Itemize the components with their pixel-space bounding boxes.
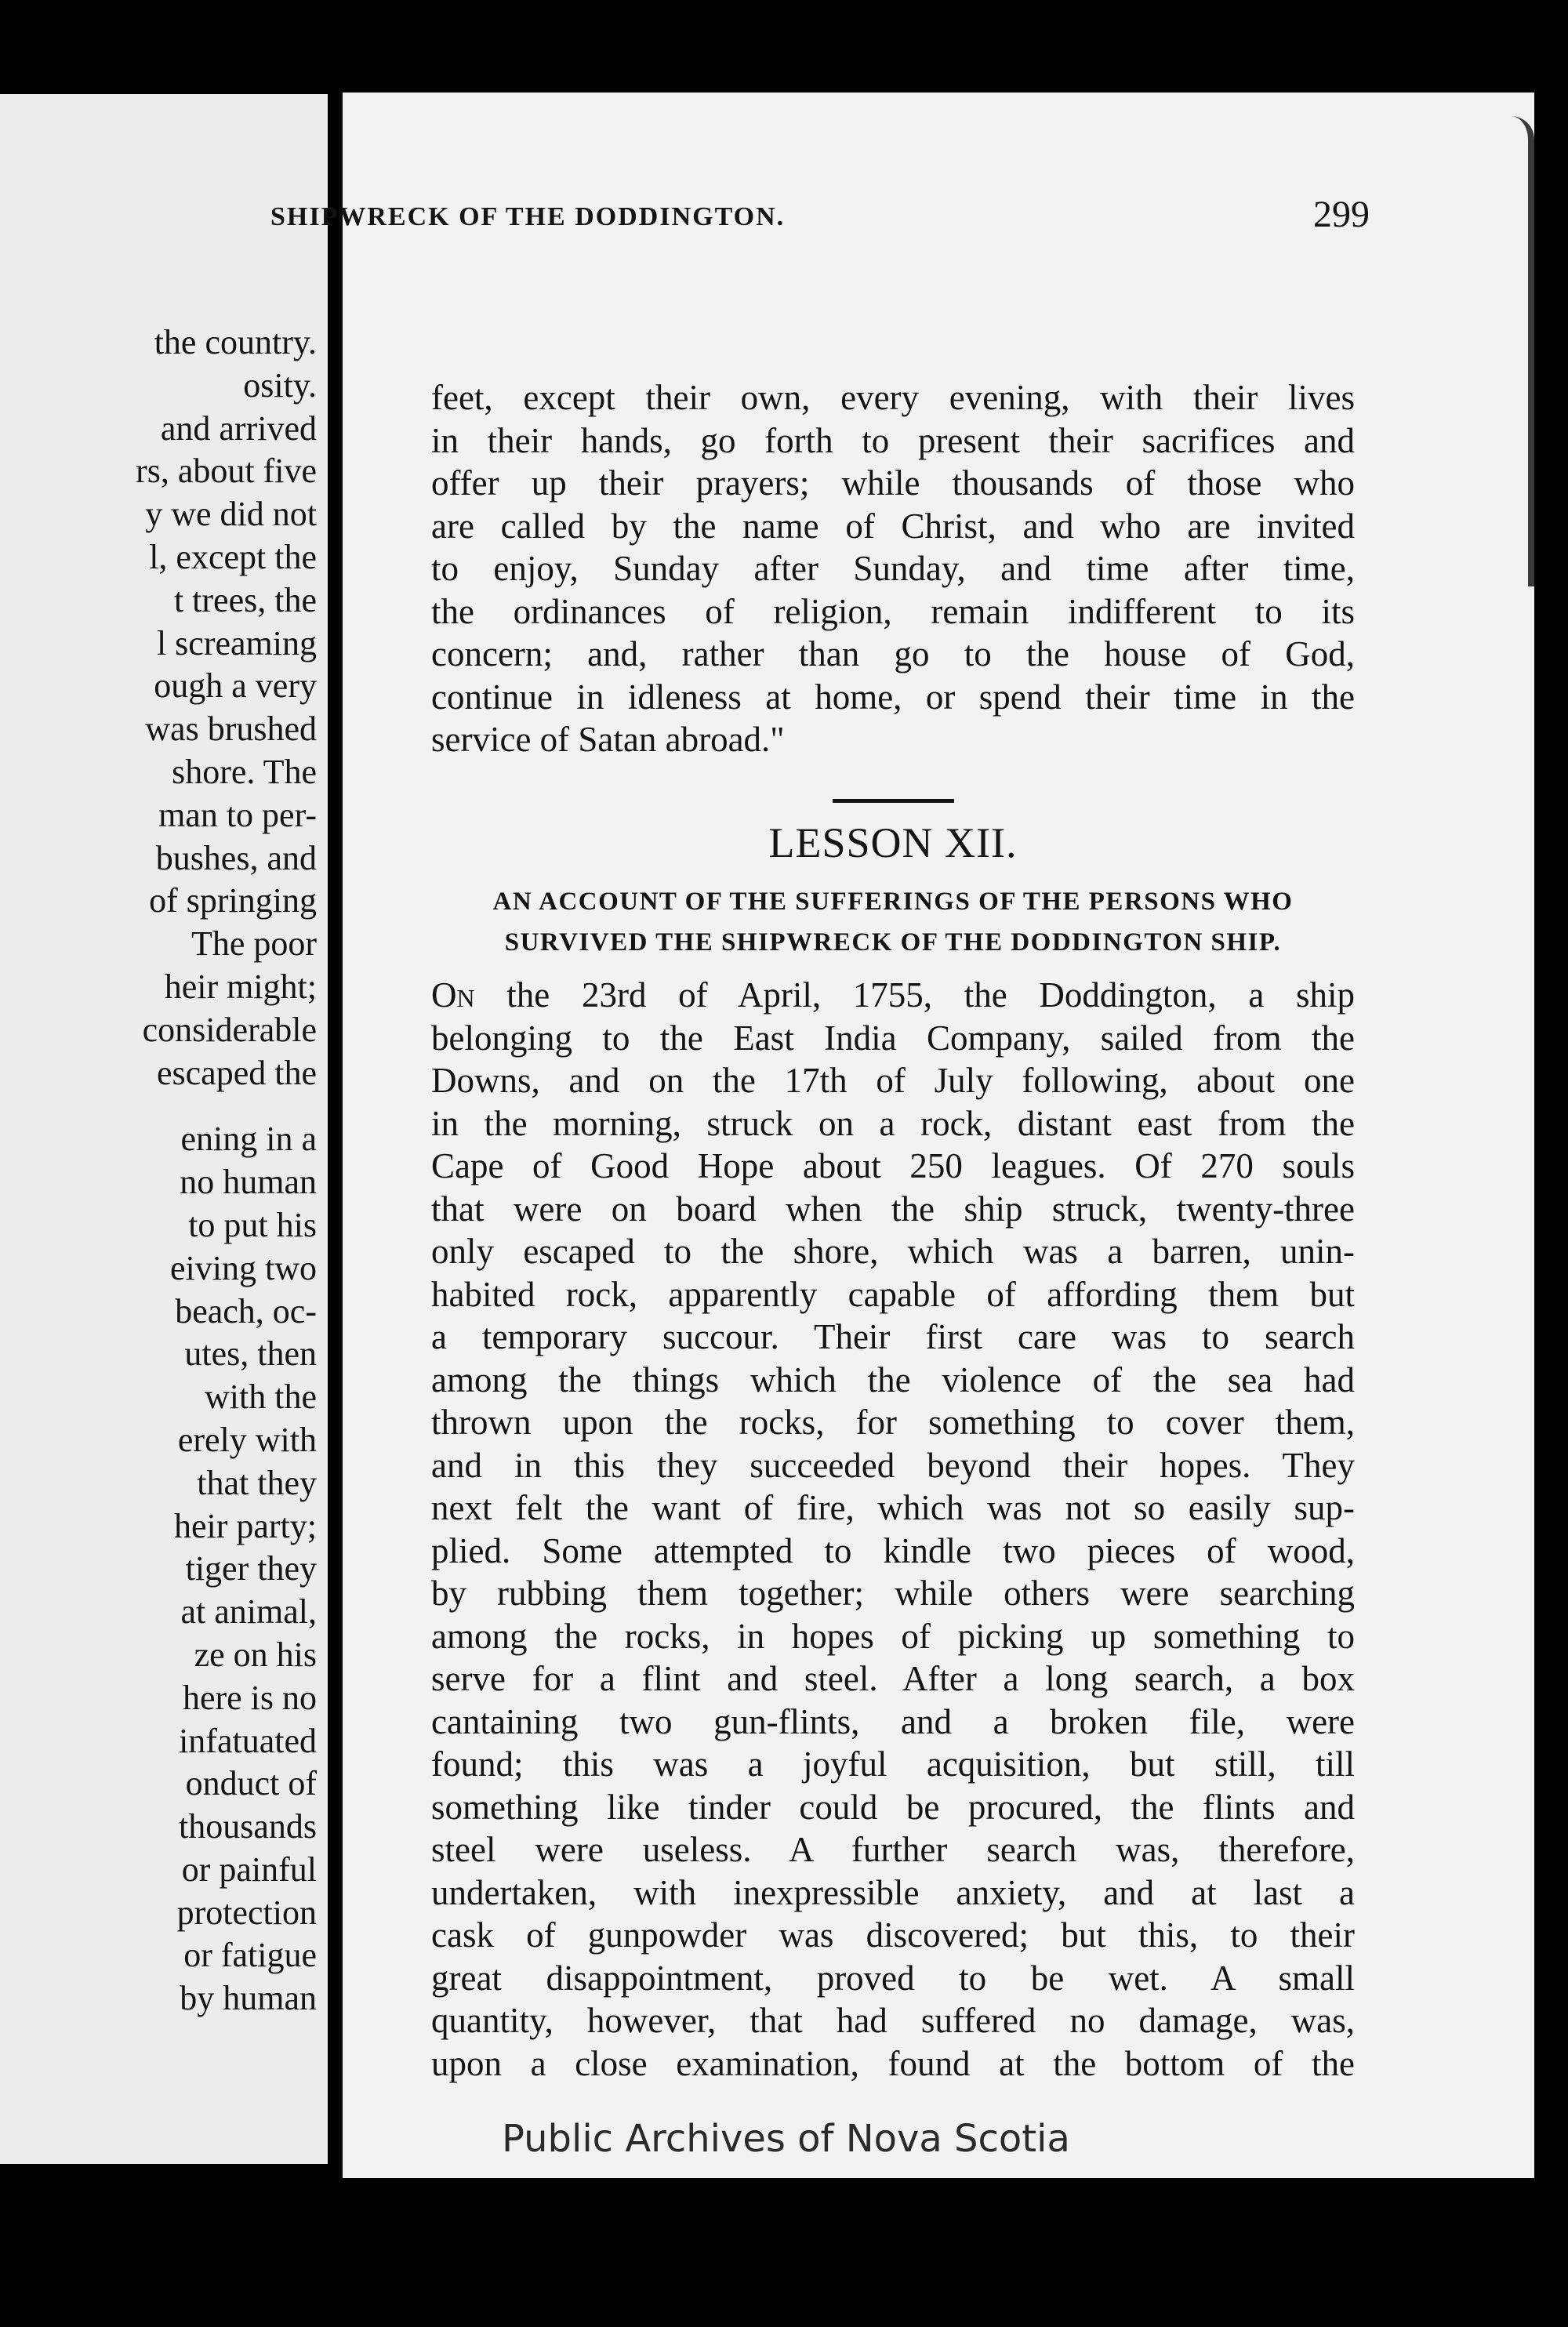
left-line: or fatigue [183,1936,317,1975]
page-curl [1497,116,1534,586]
left-line: ening in a [180,1120,317,1159]
text-line: great disappointment, proved to be wet. A small [431,1958,1355,1998]
left-line: utes, then [184,1334,317,1374]
left-line: bushes, and [155,838,317,877]
text-line: feet, except their own, every evening, with their lives [431,378,1355,417]
text-line: next felt the want of fire, which was not so easily sup- [431,1488,1355,1527]
left-line: t trees, the [173,580,317,619]
text-line: only escaped to the shore, which was a barren, unin- [431,1232,1355,1271]
left-page [0,94,328,2164]
left-line: thousands [179,1807,317,1846]
left-line: l screaming [156,623,317,663]
text-line: in the morning, struck on a rock, distant east from the [431,1103,1355,1143]
left-line: heir might; [164,967,317,1006]
left-line: no human [180,1163,317,1202]
left-line: osity. [243,365,317,405]
text-line: in their hands, go forth to present their sacrifices and [431,420,1355,460]
text-line: among the things which the violence of the sea had [431,1360,1355,1399]
text-line: concern; and, rather than go to the house of God, [431,634,1355,673]
text-line: Downs, and on the 17th of July following, about one [431,1061,1355,1100]
left-line: or painful [181,1850,317,1889]
text-line [431,974,1355,1017]
text-line: belonging to the East India Company, sailed from the [431,1018,1355,1058]
left-line: here is no [182,1678,317,1717]
lesson-subtitle [431,881,1355,963]
text-line: something like tinder could be procured, the flints and [431,1787,1355,1827]
left-line: man to per- [158,795,317,834]
text-line: serve for a flint and steel. After a long search, a box [431,1659,1355,1698]
left-line: the country. [154,323,317,361]
left-line: l, except the [149,537,317,576]
lesson-paragraph [431,974,1355,2085]
text-line: found; this was a joyful acquisition, but still, till [431,1744,1355,1784]
text-line-rest: the 23rd of April, 1755, the Doddington, a ship [474,975,1355,1015]
left-line: protection [176,1893,317,1932]
left-line: erely with [177,1420,317,1459]
left-line: shore. The [172,752,317,791]
left-line: eiving two [170,1248,317,1287]
left-line: that they [197,1463,317,1502]
left-line: The poor [191,924,317,964]
text-line: Cape of Good Hope about 250 leagues. Of 270 souls [431,1146,1355,1185]
text-line: continue in idleness at home, or spend their time in the [431,677,1355,717]
section-divider [833,799,954,803]
text-line: to enjoy, Sunday after Sunday, and time after time, [431,549,1355,588]
left-line: escaped the [157,1053,317,1092]
left-line: rs, about five [136,452,317,491]
left-line: of springing [149,881,317,920]
text-line: cask of gunpowder was discovered; but this, to their [431,1915,1355,1955]
left-line: onduct of [185,1764,317,1803]
continuation-paragraph [431,376,1355,761]
text-line: a temporary succour. Their first care was to search [431,1317,1355,1356]
text-line: quantity, however, that had suffered no damage, was, [431,2001,1355,2040]
left-line: infatuated [179,1721,317,1760]
left-page-text [136,321,317,2020]
left-line: ough a very [154,666,317,706]
text-line: undertaken, with inexpressible anxiety, and at last a [431,1872,1355,1912]
subtitle-line: AN ACCOUNT OF THE SUFFERINGS OF THE PERSONS WHO [492,888,1294,916]
left-line: to put his [188,1205,317,1244]
text-line: steel were useless. A further search was, therefore, [431,1830,1355,1869]
text-line: plied. Some attempted to kindle two pieces of wood, [431,1530,1355,1570]
lesson-title: LESSON XII. [768,819,1018,866]
left-line: y we did not [145,495,317,534]
left-line: heir party; [173,1506,317,1545]
left-line: and arrived [160,408,317,448]
left-line: by human [180,1979,317,2018]
running-title: SHIPWRECK OF THE DODDINGTON. [270,202,786,231]
page-body [431,376,1355,2085]
left-line: considerable [142,1010,317,1049]
text-line: service of Satan abroad." [431,720,785,759]
text-line: among the rocks, in hopes of picking up something to [431,1616,1355,1656]
text-line: are called by the name of Christ, and who are invited [431,506,1355,546]
left-line: tiger they [185,1549,317,1588]
text-line: upon a close examination, found at the bottom of the [431,2043,1355,2083]
left-line: with the [205,1378,317,1417]
drop-cap: On [431,975,475,1015]
text-line: and in this they succeeded beyond their hopes. They [431,1445,1355,1485]
text-line: offer up their prayers; while thousands of those who [431,463,1355,503]
left-line: was brushed [145,710,317,749]
text-line: habited rock, apparently capable of affording them but [431,1274,1355,1314]
archive-stamp: Public Archives of Nova Scotia [502,2117,1070,2161]
page-number: 299 [1313,194,1370,235]
subtitle-line: SURVIVED THE SHIPWRECK OF THE DODDINGTON SHIP. [504,928,1282,957]
left-line: at animal, [180,1592,317,1632]
text-line: cantaining two gun-flints, and a broken file, were [431,1701,1355,1741]
text-line: by rubbing them together; while others were searching [431,1574,1355,1613]
left-line: beach, oc- [175,1291,317,1330]
left-line: ze on his [194,1635,317,1674]
text-line: that were on board when the ship struck, twenty-three [431,1189,1355,1229]
text-line: thrown upon the rocks, for something to cover them, [431,1403,1355,1442]
text-line: the ordinances of religion, remain indifferent to its [431,591,1355,631]
